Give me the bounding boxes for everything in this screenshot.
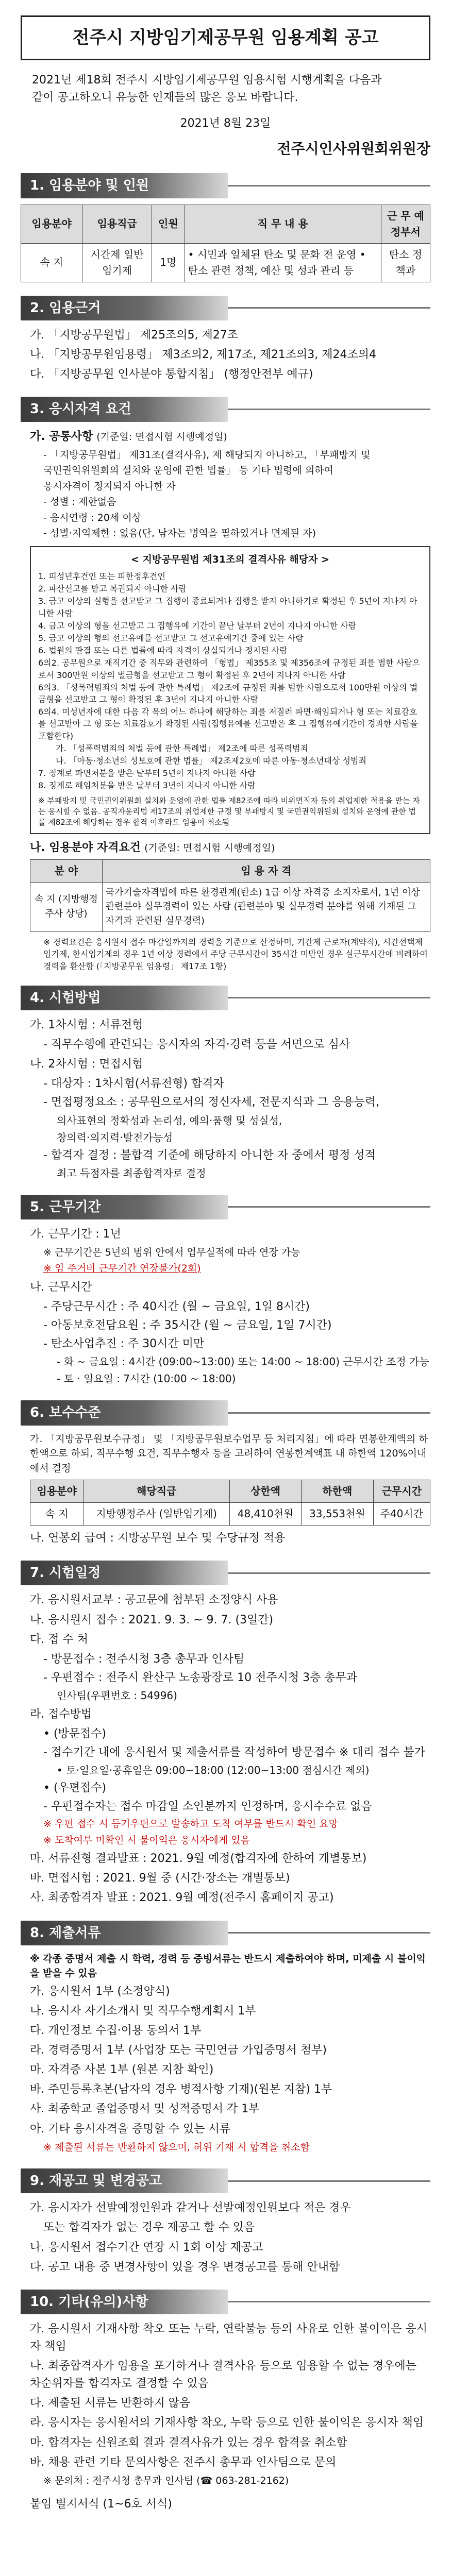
table-row [21, 243, 430, 282]
list-item: 응시자격이 정지되지 아니한 자 [43, 480, 176, 492]
table-header-cell: 임용직급 [82, 205, 152, 243]
list-item: - 직무수행에 관련되는 응시자의 자격·경력 등을 서면으로 심사 [43, 1038, 350, 1052]
list-item: 가. 1차시험 : 서류전형 [30, 1019, 143, 1032]
list-item: 다. 「지방공무원 인사분야 통합지침」 (행정안전부 예규) [30, 368, 313, 381]
table-header-cell: 분 야 [30, 859, 103, 882]
table-cell: 33,553천원 [302, 1503, 373, 1526]
section-divider [228, 1572, 430, 1574]
list-item: - 접수기간 내에 응시원서 및 제출서류를 작성하여 방문접수 ※ 대리 접수 불가 [43, 1746, 425, 1759]
section-header [21, 986, 430, 1010]
list-item: 사. 최종합격자 발표 : 2021. 9월 예정(전주시 홈페이지 공고) [30, 1891, 334, 1905]
list-item: 나. 근무시간 [30, 1280, 92, 1294]
list-item: 인사팀(우편번호 : 54996) [57, 1689, 177, 1702]
list-item: ※ 근무기간은 5년의 범위 안에서 업무실적에 따라 연장 가능 [43, 1247, 300, 1259]
section-header [21, 296, 430, 320]
section-body [21, 2320, 430, 2488]
table-cell: 탄소 정책과 [381, 243, 430, 282]
list-item: - 면접평정요소 : 공무원으로서의 정신자세, 전문지식과 그 응용능력, [43, 1096, 380, 1109]
pay-intro: 가. 「지방공무원보수규정」 및 「지방공무원보수업무 등 처리지침」에 따라 연봉한계액의 하한액으로 하되, 직무수행 요건, 직무수행자 등을 고려하여 연봉한계액표 내 하한액 120%이내 에서 결정 [30, 1433, 428, 1474]
list-item: - 주당근무시간 : 주 40시간 (월 ~ 금요일, 1일 8시간) [43, 1300, 310, 1313]
box-row: 5. 금고 이상의 형의 선고유예를 선고받고 그 선고유예기간 중에 있는 사람 [38, 633, 304, 643]
section-divider [228, 1206, 430, 1208]
list-item: ※ 제출된 서류는 반환하지 않으며, 허위 기재 시 합격을 취소함 [43, 2141, 310, 2153]
list-item: 나. 응시원서 접수 : 2021. 9. 3. ~ 9. 7. (3일간) [30, 1613, 274, 1626]
list-item: 다. 개인정보 수집·이용 동의서 1부 [30, 2024, 202, 2038]
table-cell: 속 지 (지방행정주사 상당) [30, 882, 103, 932]
list-item: 국민권익위원회의 설치와 운영에 관한 법률」 등 기타 법령에 의하여 [43, 465, 333, 477]
list-item: - 화 ~ 금요일 : 4시간 (09:00~13:00) 또는 14:00 ~ 18:00) 근무시간 조정 가능 [57, 1355, 429, 1368]
list-item: 바. 채용 관련 기타 문의사항은 전주시 총무과 인사팀으로 문의 [30, 2455, 337, 2469]
table-row [30, 1503, 430, 1526]
box-title: < 지방공무원법 제31조의 결격사유 해당자 > [130, 553, 330, 565]
section-body [21, 1226, 430, 1387]
section-body [21, 2199, 430, 2276]
section-title: 4. 시험방법 [21, 986, 228, 1010]
table-cell: 1명 [152, 243, 185, 282]
section-title: 5. 근무기간 [21, 1195, 228, 1219]
section-header [21, 173, 430, 198]
list-item: 바. 면접시험 : 2021. 9월 중 (시간·장소는 개별통보) [30, 1872, 290, 1885]
table-header-cell: 직 무 내 용 [185, 205, 381, 243]
table-header-cell: 임 용 자 격 [102, 859, 430, 882]
list-item: 라. 응시자는 응시원서의 기재사항 착오, 누락 등으로 인한 불이익은 응시자 책임 [30, 2416, 424, 2430]
section-header [21, 397, 430, 421]
list-item: 나. 응시원서 접수기간 연장 시 1회 이상 재공고 [30, 2241, 263, 2254]
disqualification-box [30, 546, 430, 835]
subsection-note: (기준일: 면접시험 시행예정일) [144, 842, 275, 854]
list-item: 라. 접수방법 [30, 1707, 92, 1721]
list-item: 라. 경력증명서 1부 (사업장 또는 국민연금 가입증명서 첨부) [30, 2044, 327, 2057]
section-divider [228, 409, 430, 410]
list-item: 가. 근무기간 : 1년 [30, 1227, 121, 1241]
section-header [21, 2168, 430, 2193]
list-item: 아. 기타 응시자격을 증명할 수 있는 서류 [30, 2122, 230, 2136]
list-item: 나. 2차시험 : 면접시험 [30, 1058, 143, 1071]
table-cell: 속 지 [21, 243, 82, 282]
list-item: - 대상자 : 1차시험(서류전형) 합격자 [43, 1077, 224, 1091]
section-header [21, 2290, 430, 2314]
subsection-label: 가. 공통사항 [30, 430, 93, 443]
list-item: 다. 제출된 서류는 반환하지 않음 [30, 2397, 191, 2410]
list-item: • 토·일요일·공휴일은 09:00~18:00 (12:00~13:00 점심시간 제외) [57, 1764, 370, 1777]
section-title: 7. 시험일정 [21, 1561, 228, 1585]
section-divider [228, 997, 430, 998]
table-cell: 지방행정주사 (일반임기제) [83, 1503, 229, 1526]
list-item: 마. 자격증 사본 1부 (원본 지참 확인) [30, 2063, 214, 2077]
box-footnote: ※ 부패방지 및 국민권익위원회 설치와 운영에 관한 법률 제82조에 따라 비위면직자 등의 취업제한 적용을 받는 자는 응시할 수 없음. 공직자윤리법 제17조의 취업제한 규정 및 부패방지 및 국민권익위원회 설치와 운영에 관한 법률 제82조에 해당하는 경우 합격 이후라도 임용이 취소됨 [38, 796, 420, 827]
list-item: 또는 합격자가 없는 경우 재공고 할 수 있음 [43, 2221, 255, 2234]
section-header [21, 1561, 430, 1585]
page-title: 전주시 지방임기제공무원 임용계획 공고 [21, 15, 430, 60]
list-item: - 탄소사업추진 : 주 30시간 미만 [43, 1337, 205, 1351]
intro-line: 같이 공고하오니 유능한 인재들의 많은 응모 바랍니다. [32, 91, 298, 104]
box-row: 가. 「성폭력범죄의 처벌 등에 관한 특례법」 제2조에 따른 성폭력범죄 [56, 743, 308, 753]
list-item: 나. 최종합격자가 임용을 포기하거나 결격사유 등으로 임용할 수 없는 경우에는 차순위자를 합격자로 결정할 수 있음 [30, 2360, 416, 2391]
list-item: 다. 공고 내용 중 변경사항이 있을 경우 변경공고를 통해 안내함 [30, 2260, 340, 2274]
section-title: 3. 응시자격 요건 [21, 397, 228, 421]
list-item: - 합격자 결정 : 불합격 기준에 해당하지 아니한 자 중에서 평정 성적 [43, 1148, 376, 1162]
list-item: - 아동보호전담요원 : 주 35시간 (월 ~ 금요일, 1일 7시간) [43, 1319, 332, 1332]
list-item: 가. 응시원서 기재사항 착오 또는 누락, 연락불능 등의 사유로 인한 불이익은 응시자 책임 [30, 2323, 427, 2353]
section-divider [228, 2180, 430, 2182]
table-header-cell: 근무시간 [373, 1480, 430, 1503]
table-header-cell: 임용분야 [30, 1480, 83, 1503]
subsection-title [30, 839, 430, 857]
list-item: 다. 접 수 처 [30, 1633, 88, 1646]
section-body [21, 1983, 430, 2155]
section-title: 1. 임용분야 및 인원 [21, 173, 228, 198]
table-header-cell: 임용분야 [21, 205, 82, 243]
list-item: 의사표현의 정확성과 논리성, 예의·품행 및 성실성, [57, 1114, 282, 1127]
section-title: 2. 임용근거 [21, 296, 228, 320]
list-item: 사. 최종학교 졸업증명서 및 성적증명서 각 1부 [30, 2103, 260, 2116]
pay-table [30, 1480, 430, 1526]
box-row: 6의2. 공무원으로 재직기간 중 직무와 관련하여 「형법」 제355조 및 제356조에 규정된 죄를 범한 사람으로서 300만원 이상의 벌금형을 선고받고 그 형이 확정된 후 2년이 지나지 아니한 사람 [38, 658, 421, 680]
list-item: - 방문접수 : 전주시청 3층 총무과 인사팀 [43, 1652, 245, 1666]
section-divider [228, 307, 430, 309]
box-row: 8. 징계로 해임처분을 받은 날부터 3년이 지나지 아니한 사람 [38, 781, 256, 791]
section-body [21, 1016, 430, 1181]
list-item: 가. 「지방공무원법」 제25조의5, 제27조 [30, 328, 238, 342]
list-item: 마. 서류전형 결과발표 : 2021. 9월 예정(합격자에 한하여 개별통보) [30, 1852, 367, 1866]
table-header-row [21, 205, 430, 243]
list-item: ※ 우편 접수 시 등기우편으로 발송하고 도착 여부를 반드시 확인 요망 [43, 1818, 338, 1830]
positions-table [21, 205, 430, 282]
list-item: 마. 합격자는 신원조회 결과 결격사유가 있는 경우 합격을 취소함 [30, 2436, 347, 2449]
section-divider [228, 2301, 430, 2302]
intro [21, 72, 430, 107]
table-header-cell: 해당직급 [83, 1480, 229, 1503]
list-item: ※ 임 주거비 근무기간 연장불가(2회) [43, 1263, 201, 1275]
list-item: 가. 응시원서 1부 (소정양식) [30, 1985, 170, 1998]
table-header-cell: 인원 [152, 205, 185, 243]
list-item: - 성별 : 제한없음 [43, 496, 116, 508]
table-header-cell: 근 무 예정부서 [381, 205, 430, 243]
pay-footnote: 나. 연봉외 급여 : 지방공무원 보수 및 수당규정 적용 [30, 1532, 286, 1545]
list-item: - 우편접수자는 접수 마감일 소인분까지 인정하며, 응시수수료 없음 [43, 1800, 372, 1814]
section-title: 8. 제출서류 [21, 1921, 228, 1945]
list-item: ※ 도착여부 미확인 시 불이익은 응시자에게 있음 [43, 1834, 250, 1846]
table-cell: 속 지 [30, 1503, 83, 1526]
list-item: ※ 문의처 : 전주시청 총무과 인사팀 (☎ 063-281-2162) [43, 2475, 289, 2486]
list-item: • (우편접수) [43, 1782, 107, 1795]
table-cell: • 시민과 일체된 탄소 및 문화 전 운영 • 탄소 관련 정책, 예산 및 성과 관리 등 [185, 243, 381, 282]
list-item: 최고 득점자를 최종합격자로 결정 [57, 1166, 206, 1179]
list-item: - 「지방공무원법」 제31조(결격사유), 제 해당되지 아니하고, 「부패방지 및 [43, 449, 371, 461]
subsection-label: 나. 임용분야 자격요건 [30, 841, 141, 855]
table-cell: 주40시간 [373, 1503, 430, 1526]
table-header-cell: 하한액 [302, 1480, 373, 1503]
list-item: - 토 · 일요일 : 7시간 (10:00 ~ 18:00) [57, 1372, 236, 1385]
documents-warning: ※ 각종 증명서 제출 시 학력, 경력 등 증빙서류는 반드시 제출하여야 하며, 미제출 시 불이익을 받을 수 있음 [30, 1953, 426, 1979]
section-body [21, 1591, 430, 1907]
box-row: 1. 피성년후견인 또는 피한정후견인 [38, 571, 165, 582]
box-row: 6. 법원의 판결 또는 다른 법률에 따라 자격이 상실되거나 정지된 사람 [38, 646, 288, 656]
box-row: 6의3. 「성폭력범죄의 처벌 등에 관한 특례법」 제2조에 규정된 죄를 범한 사람으로서 100만원 이상의 벌금형을 선고받고 그 형이 확정된 후 3년이 지나지 아니한 사람 [38, 682, 418, 704]
box-row: 나. 「아동·청소년의 성보호에 관한 법률」 제2조제2호에 따른 아동·청소년대상 성범죄 [56, 755, 366, 766]
signature: 전주시인사위원회위원장 [277, 140, 430, 157]
list-item: 창의력·의지력·발전가능성 [57, 1131, 173, 1144]
table-header-cell: 상한액 [229, 1480, 301, 1503]
list-item: 바. 주민등록초본(남자의 경우 병적사항 기재)(원본 지참) 1부 [30, 2083, 332, 2096]
subsection-title [30, 428, 430, 446]
announcement-date: 2021년 8월 23일 [180, 116, 271, 130]
section-divider [228, 1412, 430, 1414]
intro-line: 2021년 제18회 전주시 지방임기제공무원 임용시험 시행계획을 다음과 [32, 73, 382, 87]
section-header [21, 1400, 430, 1425]
list-item: 나. 「지방공무원임용령」 제3조의2, 제17조, 제21조의3, 제24조의4 [30, 348, 376, 362]
section-divider [228, 185, 430, 187]
section-divider [228, 1932, 430, 1934]
section-title: 6. 보수수준 [21, 1400, 228, 1425]
attachment-note: 붙임 별지서식 (1~6호 서식) [30, 2498, 172, 2511]
table-header-row [30, 1480, 430, 1503]
section-title: 9. 재공고 및 변경공고 [21, 2168, 228, 2193]
list-item: - 우편접수 : 전주시 완산구 노송광장로 10 전주시청 3층 총무과 [43, 1671, 358, 1684]
table-cell: 국가기술자격법에 따른 환경관계(탄소) 1급 이상 자격증 소지자로서, 1년 이상 관련분야 실무경력이 있는 사람 (관련분야 및 실무경력 분야를 위해 기재된 그 자격과 관련된 실무경력) [102, 882, 430, 932]
section-header [21, 1195, 430, 1219]
box-row: 2. 파산선고를 받고 복권되지 아니한 사람 [38, 584, 187, 594]
qualification-table [30, 859, 430, 933]
subsection-note: (기준일: 면접시험 시행예정일) [96, 431, 227, 443]
table-row [30, 882, 430, 932]
table-header-row [30, 859, 430, 882]
list-item: - 성별·지역제한 : 없음(단, 남자는 병역을 필하였거나 면제된 자) [43, 528, 316, 539]
list-item: 나. 응시자 자기소개서 및 직무수행계획서 1부 [30, 2004, 256, 2018]
list-item: 가. 응시자가 선발예정인원과 같거나 선발예정인원보다 적은 경우 [30, 2201, 351, 2215]
list-item: - 응시연령 : 20세 이상 [43, 512, 142, 523]
box-row: 4. 금고 이상의 형을 선고받고 그 집행유예 기간이 끝난 날부터 2년이 지나지 아니한 사람 [38, 620, 357, 631]
box-row: 3. 금고 이상의 실형을 선고받고 그 집행이 종료되거나 집행을 받지 아니하기로 확정된 후 5년이 지나지 아니한 사람 [38, 596, 417, 618]
section-title: 10. 기타(유의)사항 [21, 2290, 228, 2314]
section-header [21, 1921, 430, 1945]
table-cell: 48,410천원 [229, 1503, 301, 1526]
list-item: • (방문접수) [43, 1727, 107, 1741]
box-row: 7. 징계로 파면처분을 받은 날부터 5년이 지나지 아니한 사람 [38, 768, 256, 778]
qualification-footnote: ※ 경력요건은 응시원서 접수 마감일까지의 경력을 기준으로 산정하며, 기간제 근로자(계약직), 시간선택제임기제, 한시임기제의 경우 1년 이상 경력에서 주당 근무시간이 35시간 미만인 경우 실근무시간에 비례하여 경력을 환산함 (「지방공무원 임용령」 제17조 1항) [43, 937, 428, 971]
box-row: 6의4. 미성년자에 대한 다음 각 목의 어느 하나에 해당하는 죄를 저질러 파면·해임되거나 형 또는 치료감호를 선고받아 그 형 또는 치료감호가 확정된 사람(집행유예를 선고받은 후 그 집행유예기간이 경과한 사람을 포함한다) [38, 707, 418, 741]
list-item: 가. 응시원서교부 : 공고문에 첨부된 소정양식 사용 [30, 1594, 278, 1607]
table-cell: 시간제 일반임기제 [82, 243, 152, 282]
